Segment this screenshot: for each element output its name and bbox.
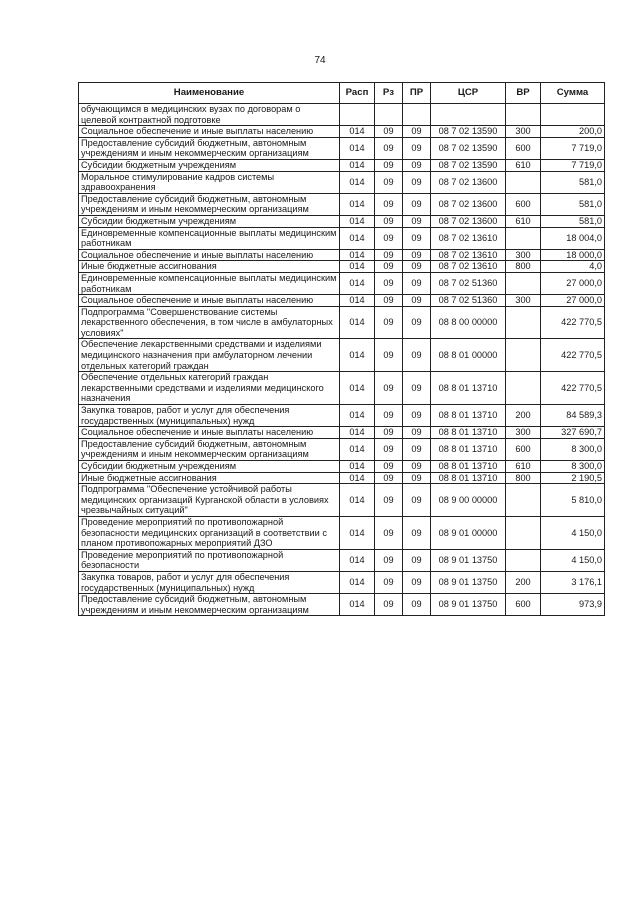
cell-rz: 09 (375, 484, 403, 517)
cell-csr (431, 104, 506, 126)
cell-sum: 973,9 (541, 594, 605, 616)
table-row (79, 137, 605, 159)
cell-vr: 200 (506, 571, 541, 593)
cell-csr: 08 9 00 00000 (431, 484, 506, 517)
cell-rasp: 014 (340, 516, 375, 549)
cell-sum: 8 300,0 (541, 461, 605, 473)
cell-csr: 08 7 02 13590 (431, 126, 506, 138)
cell-pr: 09 (403, 472, 431, 484)
cell-csr: 08 7 02 13600 (431, 193, 506, 215)
cell-name: Закупка товаров, работ и услуг для обеспечения государственных (муниципальных) нужд (79, 571, 340, 593)
table-row (79, 405, 605, 427)
cell-pr: 09 (403, 405, 431, 427)
cell-sum: 5 810,0 (541, 484, 605, 517)
cell-sum: 422 770,5 (541, 339, 605, 372)
cell-vr (506, 272, 541, 294)
cell-pr: 09 (403, 126, 431, 138)
cell-rasp: 014 (340, 461, 375, 473)
page-number: 74 (314, 55, 326, 66)
cell-rz: 09 (375, 438, 403, 460)
cell-vr (506, 306, 541, 339)
cell-rasp: 014 (340, 261, 375, 273)
cell-pr: 09 (403, 137, 431, 159)
cell-name: Субсидии бюджетным учреждениям (79, 159, 340, 171)
cell-sum: 2 190,5 (541, 472, 605, 484)
cell-name: Субсидии бюджетным учреждениям (79, 461, 340, 473)
cell-name: Социальное обеспечение и иные выплаты населению (79, 295, 340, 307)
cell-vr (506, 549, 541, 571)
cell-pr: 09 (403, 438, 431, 460)
cell-name: Единовременные компенсационные выплаты медицинским работникам (79, 272, 340, 294)
cell-csr: 08 7 02 13590 (431, 137, 506, 159)
cell-rz: 09 (375, 171, 403, 193)
cell-pr: 09 (403, 272, 431, 294)
table-row (79, 193, 605, 215)
cell-pr: 09 (403, 372, 431, 405)
cell-rz: 09 (375, 571, 403, 593)
cell-rasp: 014 (340, 339, 375, 372)
cell-pr: 09 (403, 171, 431, 193)
table-row (79, 427, 605, 439)
cell-rasp: 014 (340, 472, 375, 484)
cell-csr: 08 7 02 13600 (431, 171, 506, 193)
cell-rz: 09 (375, 272, 403, 294)
cell-vr: 200 (506, 405, 541, 427)
cell-rz: 09 (375, 427, 403, 439)
cell-rz: 09 (375, 159, 403, 171)
table-row (79, 516, 605, 549)
cell-vr: 610 (506, 215, 541, 227)
cell-csr: 08 7 02 51360 (431, 272, 506, 294)
table-body (79, 104, 605, 616)
cell-rz: 09 (375, 193, 403, 215)
cell-rasp: 014 (340, 159, 375, 171)
cell-pr: 09 (403, 295, 431, 307)
cell-vr: 600 (506, 193, 541, 215)
header-name: Наименование (79, 83, 340, 104)
cell-rasp: 014 (340, 137, 375, 159)
cell-rasp: 014 (340, 249, 375, 261)
cell-vr: 600 (506, 594, 541, 616)
cell-rz: 09 (375, 339, 403, 372)
cell-csr: 08 8 01 00000 (431, 339, 506, 372)
cell-sum: 4,0 (541, 261, 605, 273)
cell-pr: 09 (403, 159, 431, 171)
cell-vr: 600 (506, 438, 541, 460)
cell-rasp: 014 (340, 126, 375, 138)
cell-sum: 27 000,0 (541, 295, 605, 307)
header-csr: ЦСР (431, 83, 506, 104)
cell-name: Закупка товаров, работ и услуг для обеспечения государственных (муниципальных) нужд (79, 405, 340, 427)
table-row (79, 104, 605, 126)
cell-sum: 7 719,0 (541, 137, 605, 159)
cell-sum: 84 589,3 (541, 405, 605, 427)
cell-pr: 09 (403, 484, 431, 517)
cell-sum: 8 300,0 (541, 438, 605, 460)
cell-name: Субсидии бюджетным учреждениям (79, 215, 340, 227)
table-row (79, 171, 605, 193)
cell-rasp (340, 104, 375, 126)
cell-name: Подпрограмма "Совершенствование системы лекарственного обеспечения, в том числе в амбулаторных условиях" (79, 306, 340, 339)
cell-vr (506, 516, 541, 549)
cell-rasp: 014 (340, 372, 375, 405)
cell-vr (506, 372, 541, 405)
cell-rz: 09 (375, 215, 403, 227)
cell-rasp: 014 (340, 227, 375, 249)
cell-vr: 800 (506, 472, 541, 484)
table-row (79, 215, 605, 227)
cell-rz: 09 (375, 306, 403, 339)
cell-pr: 09 (403, 339, 431, 372)
cell-name: Социальное обеспечение и иные выплаты населению (79, 427, 340, 439)
cell-csr: 08 8 01 13710 (431, 372, 506, 405)
table-row (79, 438, 605, 460)
cell-rasp: 014 (340, 438, 375, 460)
table-row (79, 227, 605, 249)
cell-name: Проведение мероприятий по противопожарной безопасности (79, 549, 340, 571)
header-pr: ПР (403, 83, 431, 104)
cell-csr: 08 9 01 13750 (431, 549, 506, 571)
cell-rasp: 014 (340, 405, 375, 427)
cell-csr: 08 8 01 13710 (431, 438, 506, 460)
cell-vr: 300 (506, 295, 541, 307)
cell-sum: 581,0 (541, 171, 605, 193)
cell-rz: 09 (375, 516, 403, 549)
cell-csr: 08 9 01 13750 (431, 594, 506, 616)
cell-rasp: 014 (340, 484, 375, 517)
table-row (79, 126, 605, 138)
cell-sum: 4 150,0 (541, 549, 605, 571)
cell-sum (541, 104, 605, 126)
table-row (79, 261, 605, 273)
cell-pr: 09 (403, 249, 431, 261)
cell-rz (375, 104, 403, 126)
table-row (79, 571, 605, 593)
cell-name: Предоставление субсидий бюджетным, автономным учреждениям и иным некоммерческим организациям (79, 594, 340, 616)
cell-pr: 09 (403, 571, 431, 593)
cell-rz: 09 (375, 549, 403, 571)
cell-sum: 18 000,0 (541, 249, 605, 261)
cell-csr: 08 8 01 13710 (431, 472, 506, 484)
cell-rz: 09 (375, 249, 403, 261)
cell-sum: 7 719,0 (541, 159, 605, 171)
cell-vr (506, 227, 541, 249)
cell-pr: 09 (403, 427, 431, 439)
cell-pr (403, 104, 431, 126)
cell-csr: 08 7 02 13600 (431, 215, 506, 227)
cell-rasp: 014 (340, 295, 375, 307)
cell-rz: 09 (375, 472, 403, 484)
cell-vr: 300 (506, 427, 541, 439)
budget-table (78, 82, 605, 616)
cell-rz: 09 (375, 261, 403, 273)
cell-csr: 08 7 02 13610 (431, 249, 506, 261)
cell-sum: 327 690,7 (541, 427, 605, 439)
cell-rasp: 014 (340, 215, 375, 227)
cell-vr (506, 104, 541, 126)
cell-rasp: 014 (340, 549, 375, 571)
cell-name: Единовременные компенсационные выплаты медицинским работникам (79, 227, 340, 249)
cell-csr: 08 9 01 13750 (431, 571, 506, 593)
cell-csr: 08 7 02 13610 (431, 261, 506, 273)
table-row (79, 484, 605, 517)
cell-sum: 4 150,0 (541, 516, 605, 549)
cell-pr: 09 (403, 306, 431, 339)
cell-pr: 09 (403, 461, 431, 473)
table-row (79, 159, 605, 171)
cell-csr: 08 8 01 13710 (431, 427, 506, 439)
cell-name: Иные бюджетные ассигнования (79, 472, 340, 484)
cell-pr: 09 (403, 594, 431, 616)
cell-rz: 09 (375, 372, 403, 405)
cell-rz: 09 (375, 405, 403, 427)
table-row (79, 249, 605, 261)
cell-vr: 800 (506, 261, 541, 273)
cell-name: обучающимся в медицинских вузах по договорам о целевой контрактной подготовке (79, 104, 340, 126)
cell-vr: 300 (506, 249, 541, 261)
table-header-row (79, 83, 605, 104)
cell-csr: 08 8 01 13710 (431, 405, 506, 427)
cell-sum: 422 770,5 (541, 306, 605, 339)
cell-rasp: 014 (340, 171, 375, 193)
cell-rasp: 014 (340, 272, 375, 294)
cell-csr: 08 9 01 00000 (431, 516, 506, 549)
cell-sum: 581,0 (541, 193, 605, 215)
cell-rasp: 014 (340, 594, 375, 616)
cell-vr (506, 171, 541, 193)
table-row (79, 594, 605, 616)
cell-csr: 08 7 02 13610 (431, 227, 506, 249)
table-row (79, 295, 605, 307)
cell-vr (506, 484, 541, 517)
header-sum: Сумма (541, 83, 605, 104)
table-row (79, 472, 605, 484)
cell-sum: 422 770,5 (541, 372, 605, 405)
cell-sum: 581,0 (541, 215, 605, 227)
cell-vr: 300 (506, 126, 541, 138)
cell-rasp: 014 (340, 427, 375, 439)
cell-rasp: 014 (340, 571, 375, 593)
cell-csr: 08 8 00 00000 (431, 306, 506, 339)
cell-vr: 610 (506, 159, 541, 171)
cell-vr: 610 (506, 461, 541, 473)
table-row (79, 549, 605, 571)
cell-pr: 09 (403, 549, 431, 571)
cell-rz: 09 (375, 227, 403, 249)
cell-csr: 08 7 02 51360 (431, 295, 506, 307)
table-row (79, 272, 605, 294)
cell-sum: 3 176,1 (541, 571, 605, 593)
cell-pr: 09 (403, 516, 431, 549)
cell-name: Иные бюджетные ассигнования (79, 261, 340, 273)
cell-rz: 09 (375, 126, 403, 138)
cell-pr: 09 (403, 261, 431, 273)
header-vr: ВР (506, 83, 541, 104)
header-rasp: Расп (340, 83, 375, 104)
header-rz: Рз (375, 83, 403, 104)
cell-pr: 09 (403, 227, 431, 249)
cell-name: Проведение мероприятий по противопожарной безопасности медицинских организаций в соответствии с планом противопожарных мероприятий ДЗО (79, 516, 340, 549)
cell-name: Предоставление субсидий бюджетным, автономным учреждениям и иным некоммерческим организациям (79, 438, 340, 460)
cell-name: Обеспечение отдельных категорий граждан лекарственными средствами и изделиями медицинского назначения (79, 372, 340, 405)
cell-sum: 18 004,0 (541, 227, 605, 249)
cell-vr (506, 339, 541, 372)
cell-pr: 09 (403, 215, 431, 227)
cell-rasp: 014 (340, 193, 375, 215)
cell-csr: 08 8 01 13710 (431, 461, 506, 473)
table-row (79, 372, 605, 405)
cell-rz: 09 (375, 295, 403, 307)
cell-pr: 09 (403, 193, 431, 215)
table-row (79, 306, 605, 339)
cell-sum: 200,0 (541, 126, 605, 138)
table-row (79, 339, 605, 372)
cell-vr: 600 (506, 137, 541, 159)
cell-name: Предоставление субсидий бюджетным, автономным учреждениям и иным некоммерческим организациям (79, 137, 340, 159)
cell-rasp: 014 (340, 306, 375, 339)
cell-name: Предоставление субсидий бюджетным, автономным учреждениям и иным некоммерческим организациям (79, 193, 340, 215)
cell-rz: 09 (375, 137, 403, 159)
cell-rz: 09 (375, 461, 403, 473)
cell-csr: 08 7 02 13590 (431, 159, 506, 171)
cell-name: Подпрограмма "Обеспечение устойчивой работы медицинских организаций Курганской области в условиях чрезвычайных ситуаций" (79, 484, 340, 517)
cell-name: Обеспечение лекарственными средствами и изделиями медицинского назначения при амбулаторном лечении отдельных категорий граждан (79, 339, 340, 372)
cell-name: Моральное стимулирование кадров системы здравоохранения (79, 171, 340, 193)
cell-rz: 09 (375, 594, 403, 616)
cell-name: Социальное обеспечение и иные выплаты населению (79, 249, 340, 261)
table-row (79, 461, 605, 473)
cell-name: Социальное обеспечение и иные выплаты населению (79, 126, 340, 138)
cell-sum: 27 000,0 (541, 272, 605, 294)
